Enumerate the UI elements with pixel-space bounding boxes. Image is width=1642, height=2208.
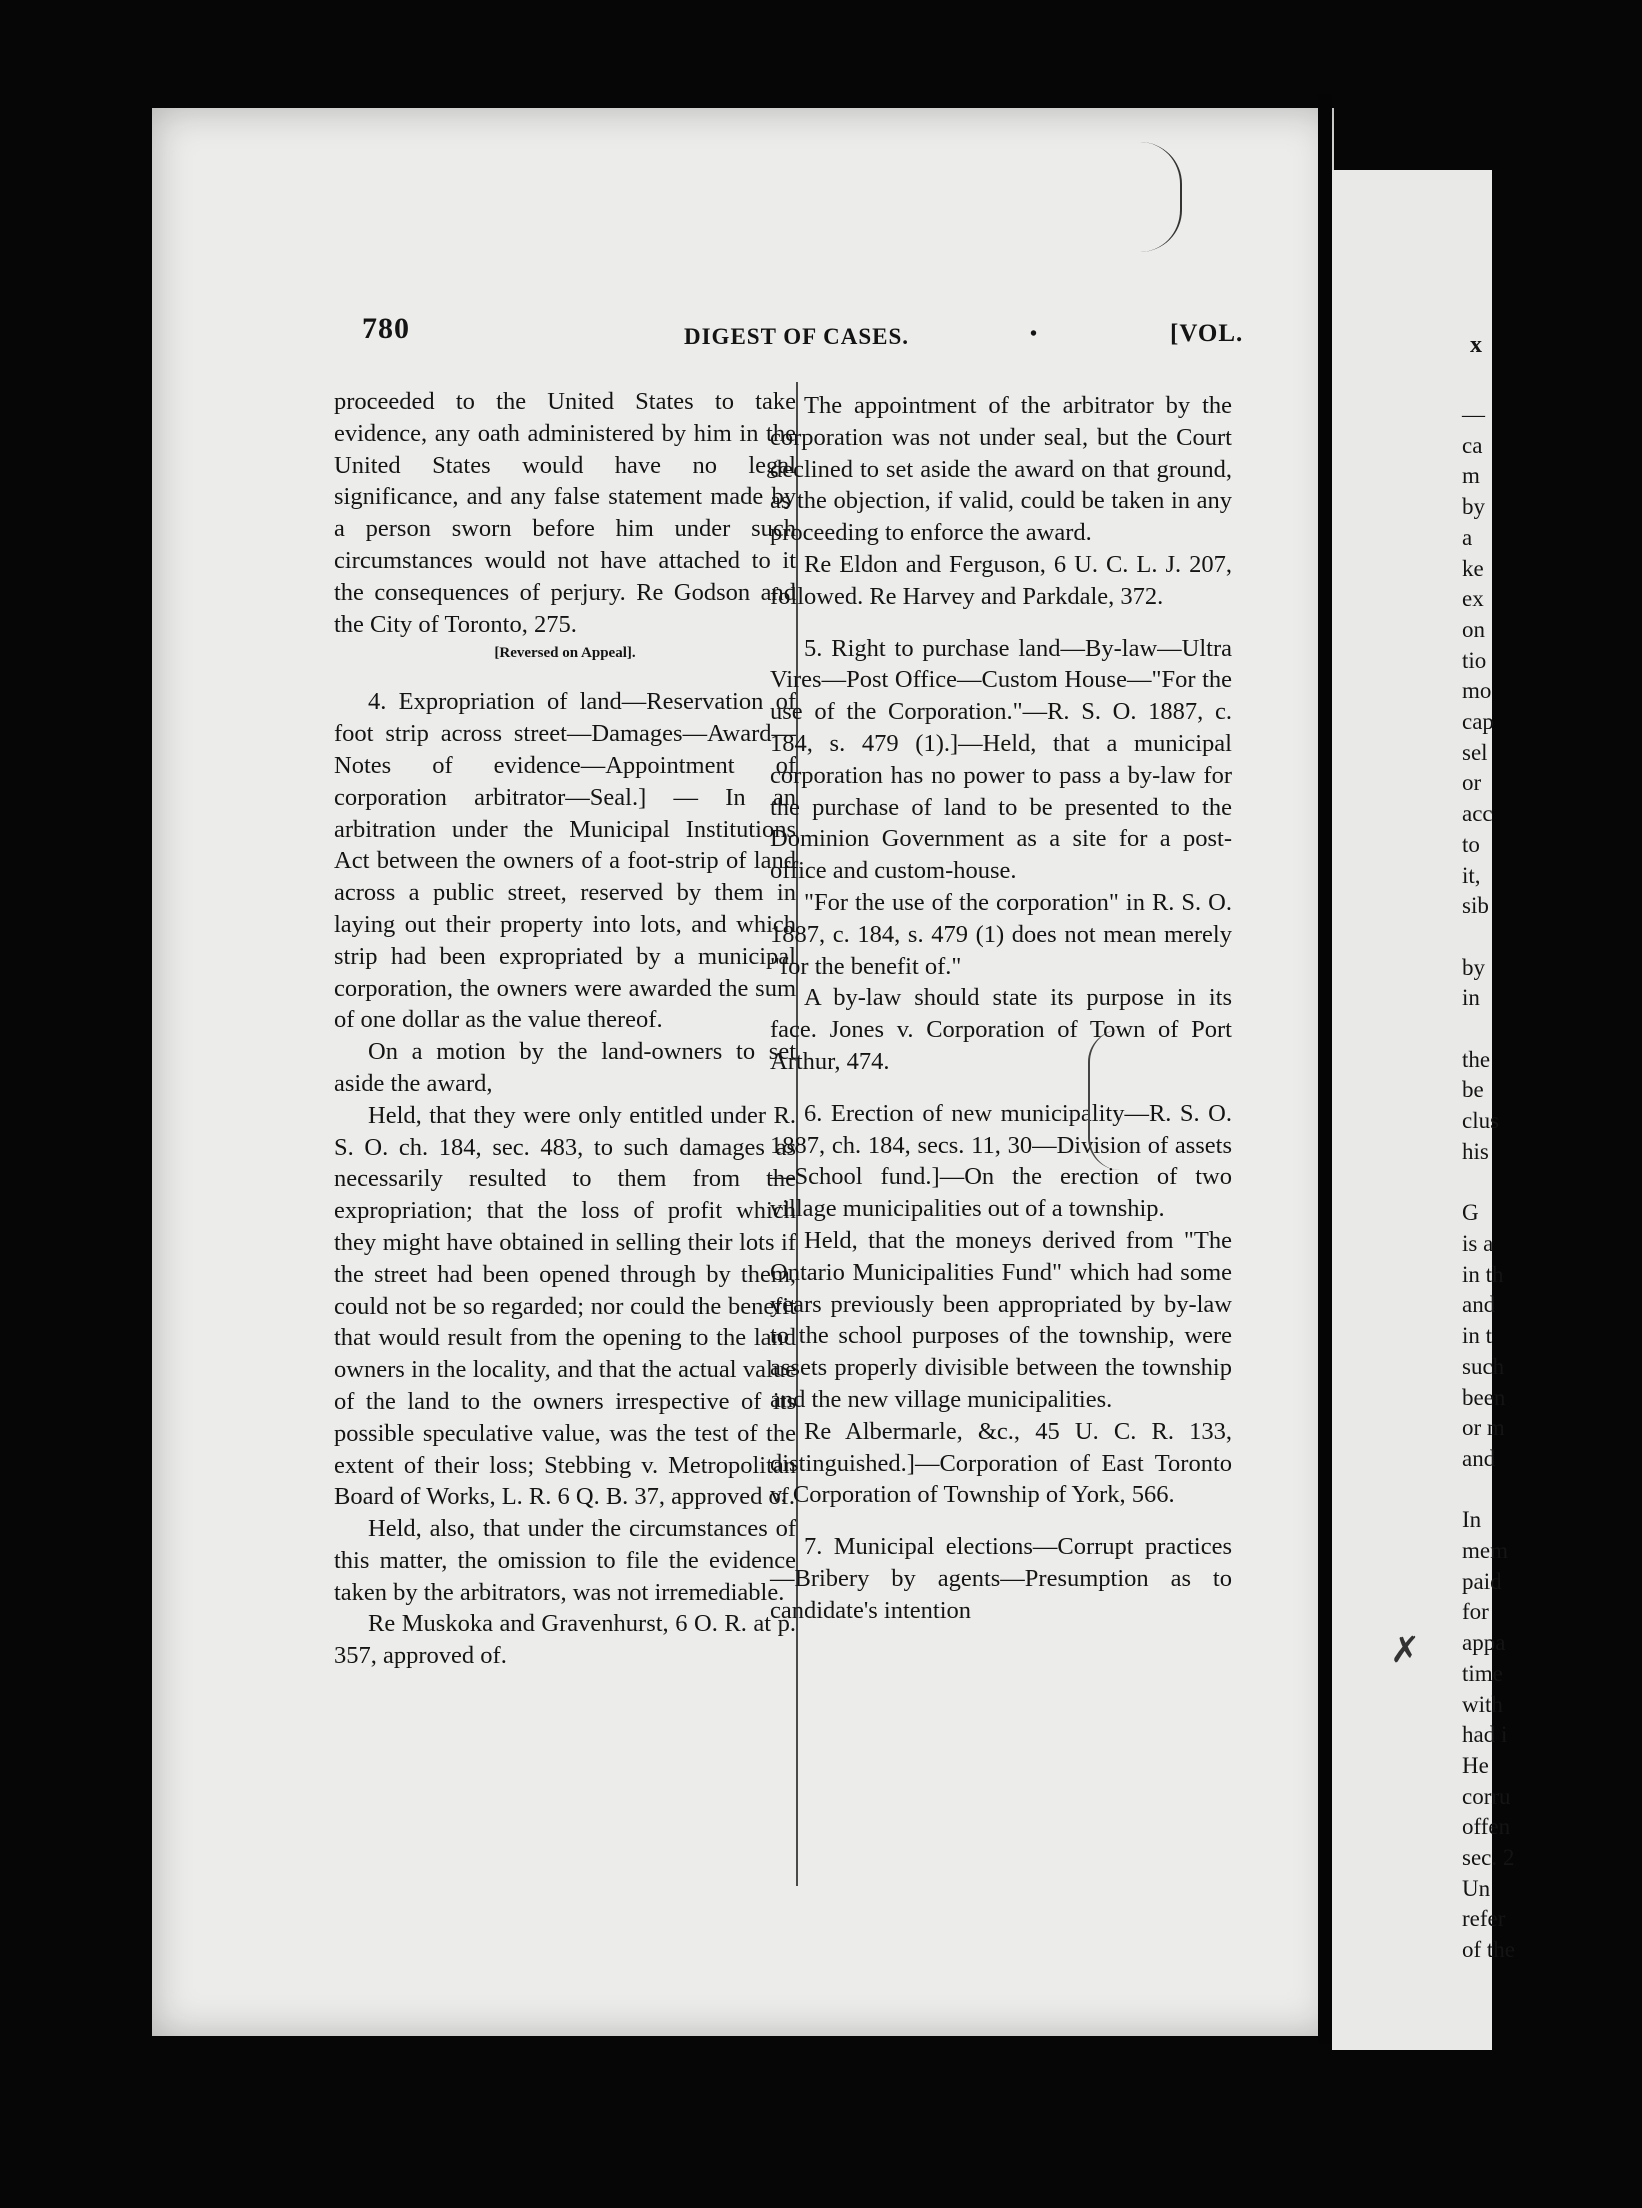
facing-page-line: [1462, 1168, 1642, 1199]
facing-page-line: or: [1462, 770, 1482, 796]
facing-page-line: with: [1462, 1691, 1503, 1717]
facing-page-line: or m: [1462, 1415, 1505, 1441]
facing-page-line: such: [1462, 1353, 1505, 1379]
facing-page-line: He: [1462, 1752, 1489, 1778]
facing-page-line: and: [1462, 1445, 1496, 1471]
facing-page-line: in: [1462, 985, 1480, 1011]
facing-page-line: [1462, 922, 1642, 953]
facing-page-line: [1462, 1475, 1642, 1506]
facing-page-line: m: [1462, 463, 1480, 489]
facing-page-line: in t: [1462, 1323, 1493, 1349]
page-number: 780: [362, 312, 410, 345]
facing-page-line: —: [1462, 402, 1485, 427]
facing-page-line: for: [1462, 1599, 1489, 1625]
facing-page-line: the: [1462, 1046, 1491, 1072]
facing-page-line: corru: [1462, 1783, 1511, 1809]
facing-page-line: on: [1462, 616, 1485, 642]
facing-page-line: ca: [1462, 432, 1483, 458]
facing-page-line: been: [1462, 1384, 1506, 1410]
book-gutter: [1318, 94, 1332, 2044]
volume-label: [VOL.: [1170, 320, 1244, 347]
paragraph: On a motion by the land-owners to set aside the award,: [334, 1038, 796, 1097]
facing-page-header-fragment: x: [1470, 332, 1482, 358]
facing-page-line: by: [1462, 494, 1485, 520]
facing-page-line: appa: [1462, 1630, 1506, 1656]
facing-page-line: offen: [1462, 1814, 1511, 1840]
paragraph: 6. Erection of new municipality—R. S. O. 1887, ch. 184, secs. 11, 30—Division of assets—School fund.]—On the erection of two village municipalities out of a township.: [770, 1099, 1232, 1223]
left-column: [334, 386, 796, 1672]
facing-page-line: cap: [1462, 709, 1494, 735]
facing-page-line: clus: [1462, 1108, 1500, 1134]
facing-page-line: by: [1462, 954, 1485, 980]
facing-page-line: and: [1462, 1292, 1496, 1318]
facing-page-line: of the: [1462, 1937, 1516, 1963]
paragraph: 7. Municipal elections—Corrupt practices—Bribery by agents—Presumption as to candidate's intention: [770, 1533, 1232, 1624]
facing-page-line: had i: [1462, 1722, 1508, 1748]
paragraph: Held, that they were only entitled under R. S. O. ch. 184, sec. 483, to such damages as necessarily resulted to them from the expropriation; that the loss of profit which they might have obtained in selling their lots if the street had been opened through by them, could not be so regarded; nor could the benefit that would result from the opening to the land owners in the locality, and that the actual value of the land to the owners irrespective of its possible speculative value, was the test of the extent of their loss; Stebbing v. Metropolitan Board of Works, L. R. 6 Q. B. 37, approved of.: [334, 1101, 796, 1511]
facing-page-line: is a: [1462, 1230, 1494, 1256]
paragraph: Re Muskoka and Gravenhurst, 6 O. R. at p. 357, approved of.: [334, 1610, 796, 1670]
paragraph: 5. Right to purchase land—By-law—Ultra Vires—Post Office—Custom House—"For the use of the Corporation."—R. S. O. 1887, c. 184, s. 479 (1).]—Held, that a municipal corporation has no power to pass a by-law for the purchase of land to be presented to the Dominion Government as a site for a post-office and custom-house.: [770, 634, 1232, 885]
pencil-paren-mark: [1088, 1030, 1120, 1170]
facing-page-lines: [1462, 400, 1642, 1966]
facing-page-line: sib: [1462, 893, 1489, 919]
facing-page-line: Un: [1462, 1875, 1491, 1901]
facing-page-line: it,: [1462, 862, 1481, 888]
facing-page-line: a: [1462, 524, 1473, 550]
header-dot: •: [1030, 323, 1038, 345]
facing-page-line: ke: [1462, 555, 1484, 581]
facing-page-line: time: [1462, 1660, 1503, 1686]
facing-page-line: mo: [1462, 678, 1492, 704]
right-column: [770, 390, 1232, 1626]
paragraph: Held, that the moneys derived from "The Ontario Municipalities Fund" which had some years previously been appropriated by by-law to the school purposes of the township, were assets properly divisible between the township and the new village municipalities.: [770, 1226, 1232, 1413]
paragraph: Held, also, that under the circumstances of this matter, the omission to file the evidence taken by the arbitrators, was not irremediable.: [334, 1515, 796, 1606]
facing-page-line: In: [1462, 1507, 1482, 1533]
facing-page-line: his: [1462, 1138, 1489, 1164]
facing-page-line: sec. 2: [1462, 1845, 1515, 1871]
facing-page-line: to: [1462, 831, 1480, 857]
paragraph: 4. Expropriation of land—Reservation of foot strip across street—Damages—Award—Notes of evidence—Appointment of corporation arbitrator—Seal.] — In an arbitration under the Municipal Institutions Act between the owners of a foot-strip of land across a public street, reserved by them in laying out their property into lots, and which strip had been expropriated by a municipal corporation, the owners were awarded the sum of one dollar as the value thereof.: [334, 688, 796, 1034]
paragraph: Re Eldon and Ferguson, 6 U. C. L. J. 207, followed. Re Harvey and Parkdale, 372.: [770, 550, 1232, 610]
facing-page-line: [1462, 1014, 1642, 1045]
facing-page-line: G: [1462, 1200, 1479, 1226]
facing-page-line: paid: [1462, 1568, 1502, 1594]
facing-page-line: ex: [1462, 586, 1484, 612]
paragraph: [Reversed on Appeal].: [494, 645, 636, 662]
pencil-x-mark: ✗: [1390, 1630, 1421, 1671]
paragraph: proceeded to the United States to take evidence, any oath administered by him in the United States would have no legal significance, and any false statement made by a person sworn before him under such circumstances would not have attached to it the consequences of perjury. Re Godson and the City of Toronto, 275.: [334, 388, 796, 638]
facing-page-line: tio: [1462, 647, 1487, 673]
facing-page-line: refer: [1462, 1906, 1506, 1932]
facing-page-line: acc: [1462, 801, 1493, 827]
facing-page-strip: [1332, 170, 1516, 2050]
paragraph: Re Albermarle, &c., 45 U. C. R. 133, distinguished.]—Corporation of East Toronto v. Corporation of Township of York, 566.: [770, 1417, 1232, 1509]
facing-page-line: sel: [1462, 739, 1488, 765]
facing-page-line: mem: [1462, 1538, 1508, 1564]
running-title: DIGEST OF CASES.: [684, 324, 909, 349]
paragraph: A by-law should state its purpose in its face. Jones v. Corporation of Town of Port Arthur, 474.: [770, 984, 1232, 1075]
facing-page-line: be: [1462, 1077, 1484, 1103]
facing-page-line: in th: [1462, 1261, 1504, 1287]
paragraph: The appointment of the arbitrator by the corporation was not under seal, but the Court declined to set aside the award on that ground, as the objection, if valid, could be taken in any proceeding to enforce the award.: [770, 392, 1232, 547]
paragraph: "For the use of the corporation" in R. S. O. 1887, c. 184, s. 479 (1) does not mean merely "for the benefit of.": [770, 888, 1232, 980]
